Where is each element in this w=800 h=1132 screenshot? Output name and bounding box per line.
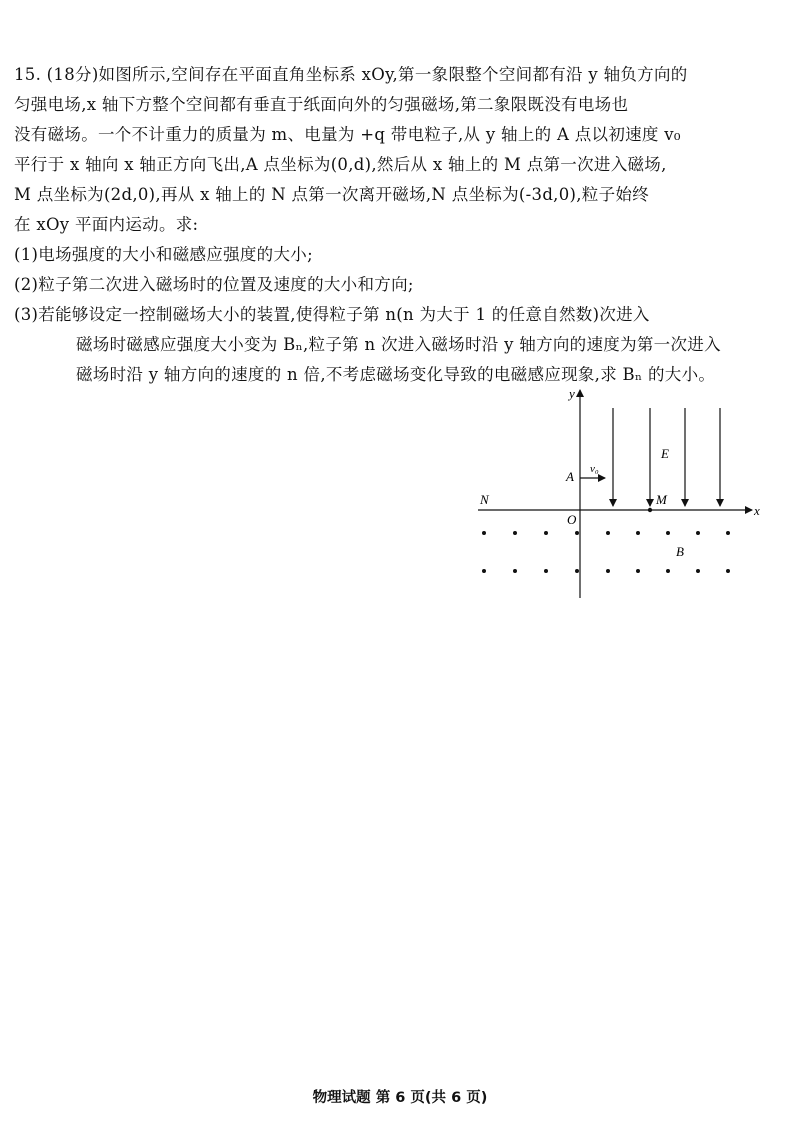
field-dot	[482, 531, 486, 535]
field-dot	[726, 569, 730, 573]
magnetic-field-dots	[482, 531, 730, 573]
question-line-5: M 点坐标为(2d,0),再从 x 轴上的 N 点第一次离开磁场,N 点坐标为(-3d,0),粒子始终	[14, 185, 650, 204]
subquestion-3: (3)若能够设定一控制磁场大小的装置,使得粒子第 n(n 为大于 1 的任意自然数)次进入	[14, 305, 650, 324]
label-b: B	[676, 544, 684, 559]
question-line-1: 15. (18分)如图所示,空间存在平面直角坐标系 xOy,第一象限整个空间都有沿 y 轴负方向的	[14, 65, 688, 84]
page-footer: 物理试题 第 6 页(共 6 页)	[312, 1090, 488, 1106]
field-dot	[636, 569, 640, 573]
field-dot	[606, 531, 610, 535]
subquestion-3-line-2: 磁场时磁感应强度大小变为 Bₙ,粒子第 n 次进入磁场时沿 y 轴方向的速度为第一次进入	[76, 335, 721, 354]
label-m: M	[656, 492, 667, 507]
label-x: x	[754, 503, 760, 518]
field-dot	[575, 569, 579, 573]
field-dot	[513, 531, 517, 535]
question-line-2: 匀强电场,x 轴下方整个空间都有垂直于纸面向外的匀强磁场,第二象限既没有电场也	[14, 95, 629, 114]
subquestion-1: (1)电场强度的大小和磁感应强度的大小;	[14, 245, 313, 264]
field-dot	[696, 531, 700, 535]
field-dot	[482, 569, 486, 573]
field-dot	[696, 569, 700, 573]
field-dot	[606, 569, 610, 573]
label-n: N	[480, 492, 489, 507]
label-v0: v₀	[590, 463, 599, 475]
field-dot	[666, 569, 670, 573]
field-dot	[726, 531, 730, 535]
label-e: E	[661, 446, 669, 461]
subquestion-3-line-3: 磁场时沿 y 轴方向的速度的 n 倍,不考虑磁场变化导致的电磁感应现象,求 Bₙ 的大小。	[76, 365, 716, 384]
field-dot	[636, 531, 640, 535]
field-dot	[544, 569, 548, 573]
question-line-3: 没有磁场。一个不计重力的质量为 m、电量为 +q 带电粒子,从 y 轴上的 A 点以初速度 v₀	[14, 125, 681, 144]
label-origin: O	[567, 512, 577, 527]
field-dot	[513, 569, 517, 573]
field-diagram	[470, 378, 770, 598]
problem-15	[14, 60, 774, 390]
subquestion-2: (2)粒子第二次进入磁场时的位置及速度的大小和方向;	[14, 275, 414, 294]
coordinate-diagram-svg	[470, 378, 770, 598]
field-dot	[575, 531, 579, 535]
field-dot	[544, 531, 548, 535]
label-y: y	[569, 386, 575, 401]
question-line-4: 平行于 x 轴向 x 轴正方向飞出,A 点坐标为(0,d),然后从 x 轴上的 M 点第一次进入磁场,	[14, 155, 667, 174]
point-m	[648, 508, 652, 512]
label-a: A	[566, 469, 574, 484]
field-dot	[666, 531, 670, 535]
question-line-6: 在 xOy 平面内运动。求:	[14, 215, 199, 234]
